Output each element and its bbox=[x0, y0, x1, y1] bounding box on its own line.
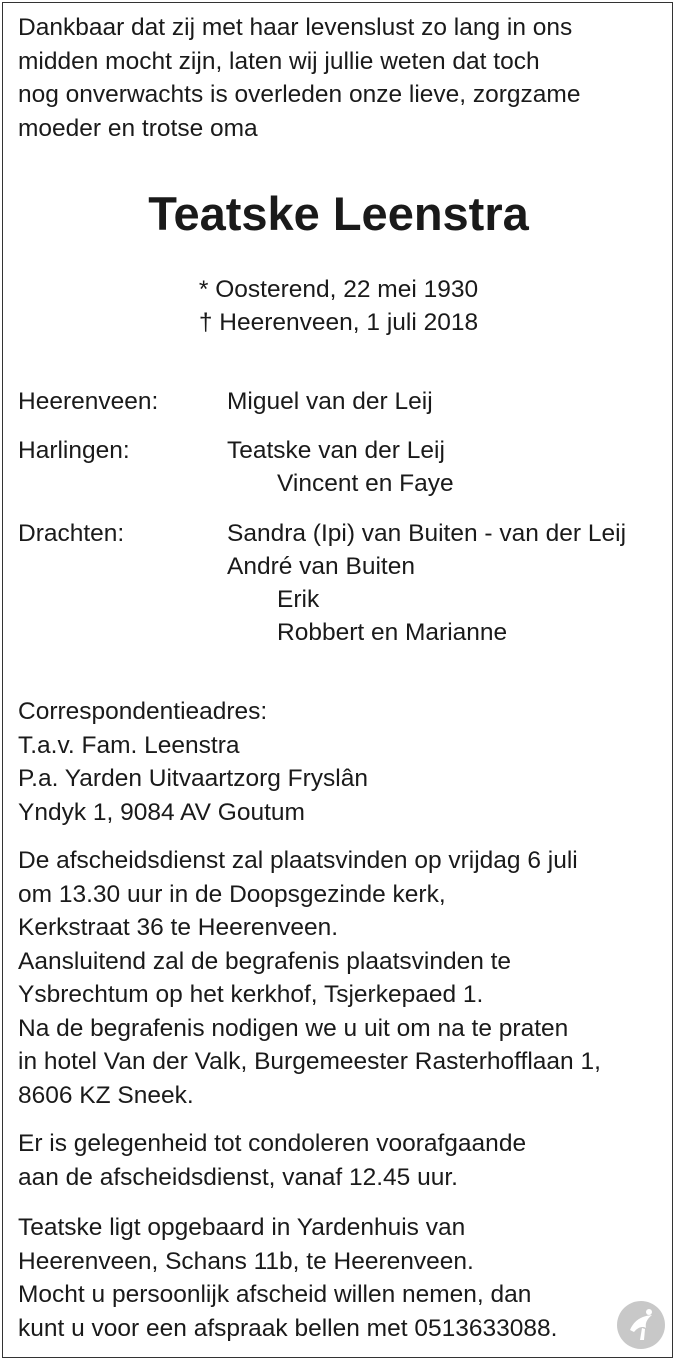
condolence-info bbox=[18, 1127, 526, 1194]
family-place: Harlingen: bbox=[18, 437, 130, 464]
intro-line: midden mocht zijn, laten wij jullie weten dat toch bbox=[18, 47, 540, 75]
service-line: om 13.30 uur in de Doopsgezinde kerk, bbox=[18, 880, 446, 908]
family-names bbox=[227, 434, 454, 500]
family-member: Sandra (Ipi) van Buiten - van der Leij bbox=[227, 520, 627, 547]
correspondence-address bbox=[18, 695, 368, 829]
family-member: Teatske van der Leij bbox=[227, 437, 445, 464]
deceased-name: Teatske Leenstra bbox=[148, 187, 529, 240]
dove-logo-icon bbox=[616, 1300, 666, 1350]
service-info bbox=[18, 844, 601, 1112]
service-line: Aansluitend zal de begrafenis plaatsvinden te bbox=[18, 947, 512, 975]
intro-line: moeder en trotse oma bbox=[18, 114, 258, 142]
condolence-line: Er is gelegenheid tot condoleren voorafgaande bbox=[18, 1130, 527, 1157]
correspondence-line: Correspondentieadres: bbox=[18, 698, 268, 725]
family-names bbox=[227, 517, 626, 649]
service-line: Ysbrechtum op het kerkhof, Tsjerkepaed 1. bbox=[18, 981, 484, 1008]
family-place: Drachten: bbox=[18, 520, 125, 547]
viewing-info bbox=[18, 1211, 557, 1345]
birth-date: * Oosterend, 22 mei 1930 bbox=[198, 276, 479, 303]
grandchild: Robbert en Marianne bbox=[277, 619, 508, 646]
grandchild: Erik bbox=[277, 586, 320, 613]
condolence-line: aan de afscheidsdienst, vanaf 12.45 uur. bbox=[18, 1163, 458, 1191]
service-line: Na de begrafenis nodigen we u uit om na te praten bbox=[18, 1014, 569, 1042]
viewing-line: Mocht u persoonlijk afscheid willen nemen, dan bbox=[18, 1281, 532, 1308]
intro-text bbox=[18, 11, 580, 145]
grandchild: Vincent en Faye bbox=[277, 470, 454, 497]
family-member: André van Buiten bbox=[227, 553, 415, 580]
death-date: † Heerenveen, 1 juli 2018 bbox=[198, 309, 479, 336]
family-member: Miguel van der Leij bbox=[227, 388, 433, 415]
correspondence-line: P.a. Yarden Uitvaartzorg Fryslân bbox=[18, 765, 368, 792]
viewing-line: kunt u voor een afspraak bellen met 0513633088. bbox=[18, 1314, 558, 1342]
service-line: 8606 KZ Sneek. bbox=[18, 1081, 194, 1109]
correspondence-line: Yndyk 1, 9084 AV Goutum bbox=[18, 798, 305, 826]
correspondence-line: T.a.v. Fam. Leenstra bbox=[18, 731, 240, 759]
family-names bbox=[227, 385, 433, 418]
service-line: Kerkstraat 36 te Heerenveen. bbox=[18, 914, 339, 941]
family-place: Heerenveen: bbox=[18, 388, 159, 415]
service-line: De afscheidsdienst zal plaatsvinden op vrijdag 6 juli bbox=[18, 847, 578, 874]
viewing-line: Teatske ligt opgebaard in Yardenhuis van bbox=[18, 1214, 466, 1241]
intro-line: nog onverwachts is overleden onze lieve, zorgzame bbox=[18, 81, 581, 108]
service-line: in hotel Van der Valk, Burgemeester Rasterhofflaan 1, bbox=[18, 1048, 601, 1075]
life-dates bbox=[0, 273, 677, 339]
intro-line: Dankbaar dat zij met haar levenslust zo lang in ons bbox=[18, 14, 573, 41]
viewing-line: Heerenveen, Schans 11b, te Heerenveen. bbox=[18, 1247, 474, 1275]
